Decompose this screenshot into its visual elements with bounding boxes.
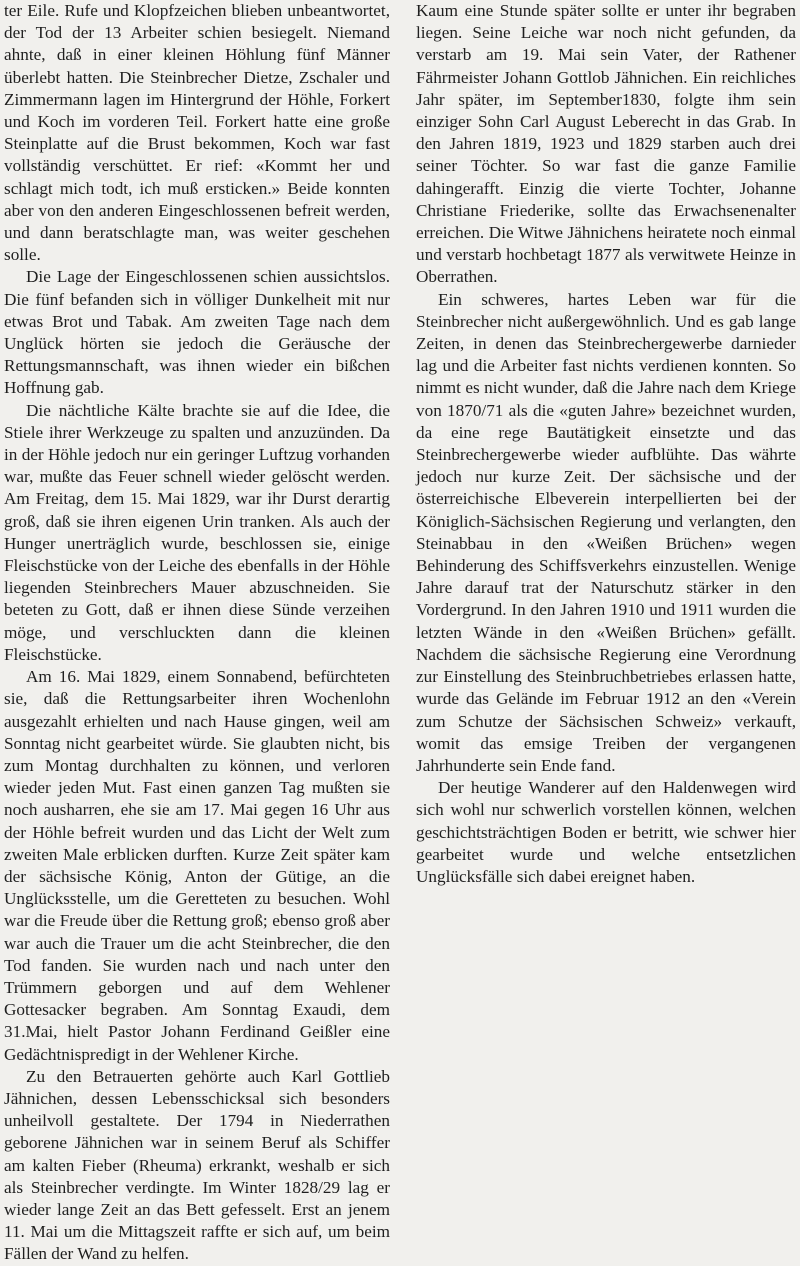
paragraph: Ein schweres, hartes Leben war für die Steinbrecher nicht außergewöhnlich. Und es gab lange Zeiten, in denen das Steinbrechergewerbe darnieder lag und die Arbeiter fast nichts verdienen konnten. So nimmt es nicht wunder, daß die Jahre nach dem Kriege von 1870/71 als die «guten Jahre» bezeichnet wurden, da eine rege Bautätigkeit einsetzte und das Steinbrechergewerbe wieder aufblühte. Das währte jedoch nur kurze Zeit. Der sächsische und der österreichische Elbeverein interpellierten bei der Königlich-Sächsischen Regierung und verlangten, den Steinabbau in den «Weißen Brüchen» wegen Behinderung des Schiffsverkehrs einzustellen. Wenige Jahre darauf trat der Naturschutz stärker in den Vordergrund. In den Jahren 1910 und 1911 wurden die letzten Wände in den «Weißen Brüchen» gefällt. Nachdem die sächsische Regierung eine Verordnung zur Einstellung des Steinbruchbetriebes erlassen hatte, wurde das Gelände im Februar 1912 an den «Verein zum Schutze der Sächsischen Schweiz» verkauft, womit das emsige Treiben der vergangenen Jahrhunderte sein Ende fand. — [416, 289, 796, 775]
paragraph: Die nächtliche Kälte brachte sie auf die Idee, die Stiele ihrer Werkzeuge zu spalten und anzuzünden. Da in der Höhle jedoch nur ein geringer Luftzug vorhanden war, mußte das Feuer schnell wieder gelöscht werden. Am Freitag, dem 15. Mai 1829, war ihr Durst derartig groß, daß sie ihren eigenen Urin tranken. Als auch der Hunger unerträglich wurde, beschlossen sie, einige Fleischstücke von der Leiche des ebenfalls in der Höhle liegenden Steinbrechers Mauer abzuschneiden. Sie beteten zu Gott, daß er ihnen diese Sünde verzeihen möge, und verschluckten dann die kleinen Fleischstücke. — [4, 400, 390, 664]
paragraph: Der heutige Wanderer auf den Haldenwegen wird sich wohl nur schwerlich vorstellen können, welchen geschichtsträchtigen Boden er betritt, wie schwer hier gearbeitet wurde und welche entsetzlichen Unglücksfälle sich dabei ereignet haben. — [416, 778, 796, 886]
paragraph: ter Eile. Rufe und Klopfzeichen blieben unbeantwortet, der Tod der 13 Arbeiter schien besiegelt. Niemand ahnte, daß in einer kleinen Höhlung fünf Männer überlebt hatten. Die Steinbrecher Dietze, Zschaler und Zimmermann lagen im Hintergrund der Höhle, Forkert und Koch im vorderen Teil. Forkert hatte eine große Steinplatte auf die Brust bekommen, Koch war fast vollständig verschüttet. Er rief: «Kommt her und schlagt mich todt, ich muß ersticken.» Beide konnten aber von den anderen Eingeschlossenen befreit werden, und dann beratschlagte man, was weiter geschehen solle. — [4, 1, 390, 265]
right-column — [416, 0, 796, 888]
paragraph: Kaum eine Stunde später sollte er unter ihr begraben liegen. Seine Leiche war noch nicht gefunden, da verstarb am 19. Mai sein Vater, der Rathener Fährmeister Johann Gottlob Jähnichen. Ein reichliches Jahr später, im September1830, folgte ihm sein einziger Sohn Carl August Leberecht in das Grab. In den Jahren 1819, 1923 und 1829 starben auch drei seiner Töchter. So war fast die ganze Familie dahingerafft. Einzig die vierte Tochter, Johanne Christiane Friederike, sollte das Erwachsenenalter erreichen. Die Witwe Jähnichens heiratete noch einmal und verstarb hochbetagt 1877 als verwitwete Heinze in Oberrathen. — [416, 1, 796, 287]
paragraph: Am 16. Mai 1829, einem Sonnabend, befürchteten sie, daß die Rettungsarbeiter ihren Wochenlohn ausgezahlt erhielten und nach Hause gingen, weil am Sonntag nicht gearbeitet würde. Sie glaubten nicht, bis zum Montag durchhalten zu können, und verloren wieder jeden Mut. Fast einen ganzen Tag mußten sie noch ausharren, ehe sie am 17. Mai gegen 16 Uhr aus der Höhle befreit wurden und das Licht der Welt zum zweiten Male erblicken durften. Kurze Zeit später kam der sächsische König, Anton der Gütige, an die Unglücksstelle, um die Geretteten zu besuchen. Wohl war die Freude über die Rettung groß; ebenso groß aber war auch die Trauer um die acht Steinbrecher, die den Tod fanden. Sie wurden nach und nach unter den Trümmern geborgen und auf dem Wehlener Gottesacker begraben. Am Sonntag Exaudi, dem 31.Mai, hielt Pastor Johann Ferdinand Geißler eine Gedächtnispredigt in der Wehlener Kirche. — [4, 667, 390, 1064]
paragraph: Zu den Betrauerten gehörte auch Karl Gottlieb Jähnichen, dessen Lebensschicksal sich besonders unheilvoll gestaltete. Der 1794 in Niederrathen geborene Jähnichen war in seinem Beruf als Schiffer am kalten Fieber (Rheuma) erkrankt, weshalb er sich als Steinbrecher verdingte. Im Winter 1828/29 lag er wieder lange Zeit an das Bett gefesselt. Erst an jenem 11. Mai um die Mittagszeit raffte er sich auf, um beim Fällen der Wand zu helfen. — [4, 1066, 390, 1264]
paragraph: Die Lage der Eingeschlossenen schien aussichtslos. Die fünf befanden sich in völliger Dunkelheit mit nur etwas Brot und Tabak. Am zweiten Tage nach dem Unglück hörten sie jedoch die Geräusche der Rettungsmannschaft, was ihnen wieder ein bißchen Hoffnung gab. — [4, 267, 390, 398]
left-column — [0, 0, 390, 1266]
